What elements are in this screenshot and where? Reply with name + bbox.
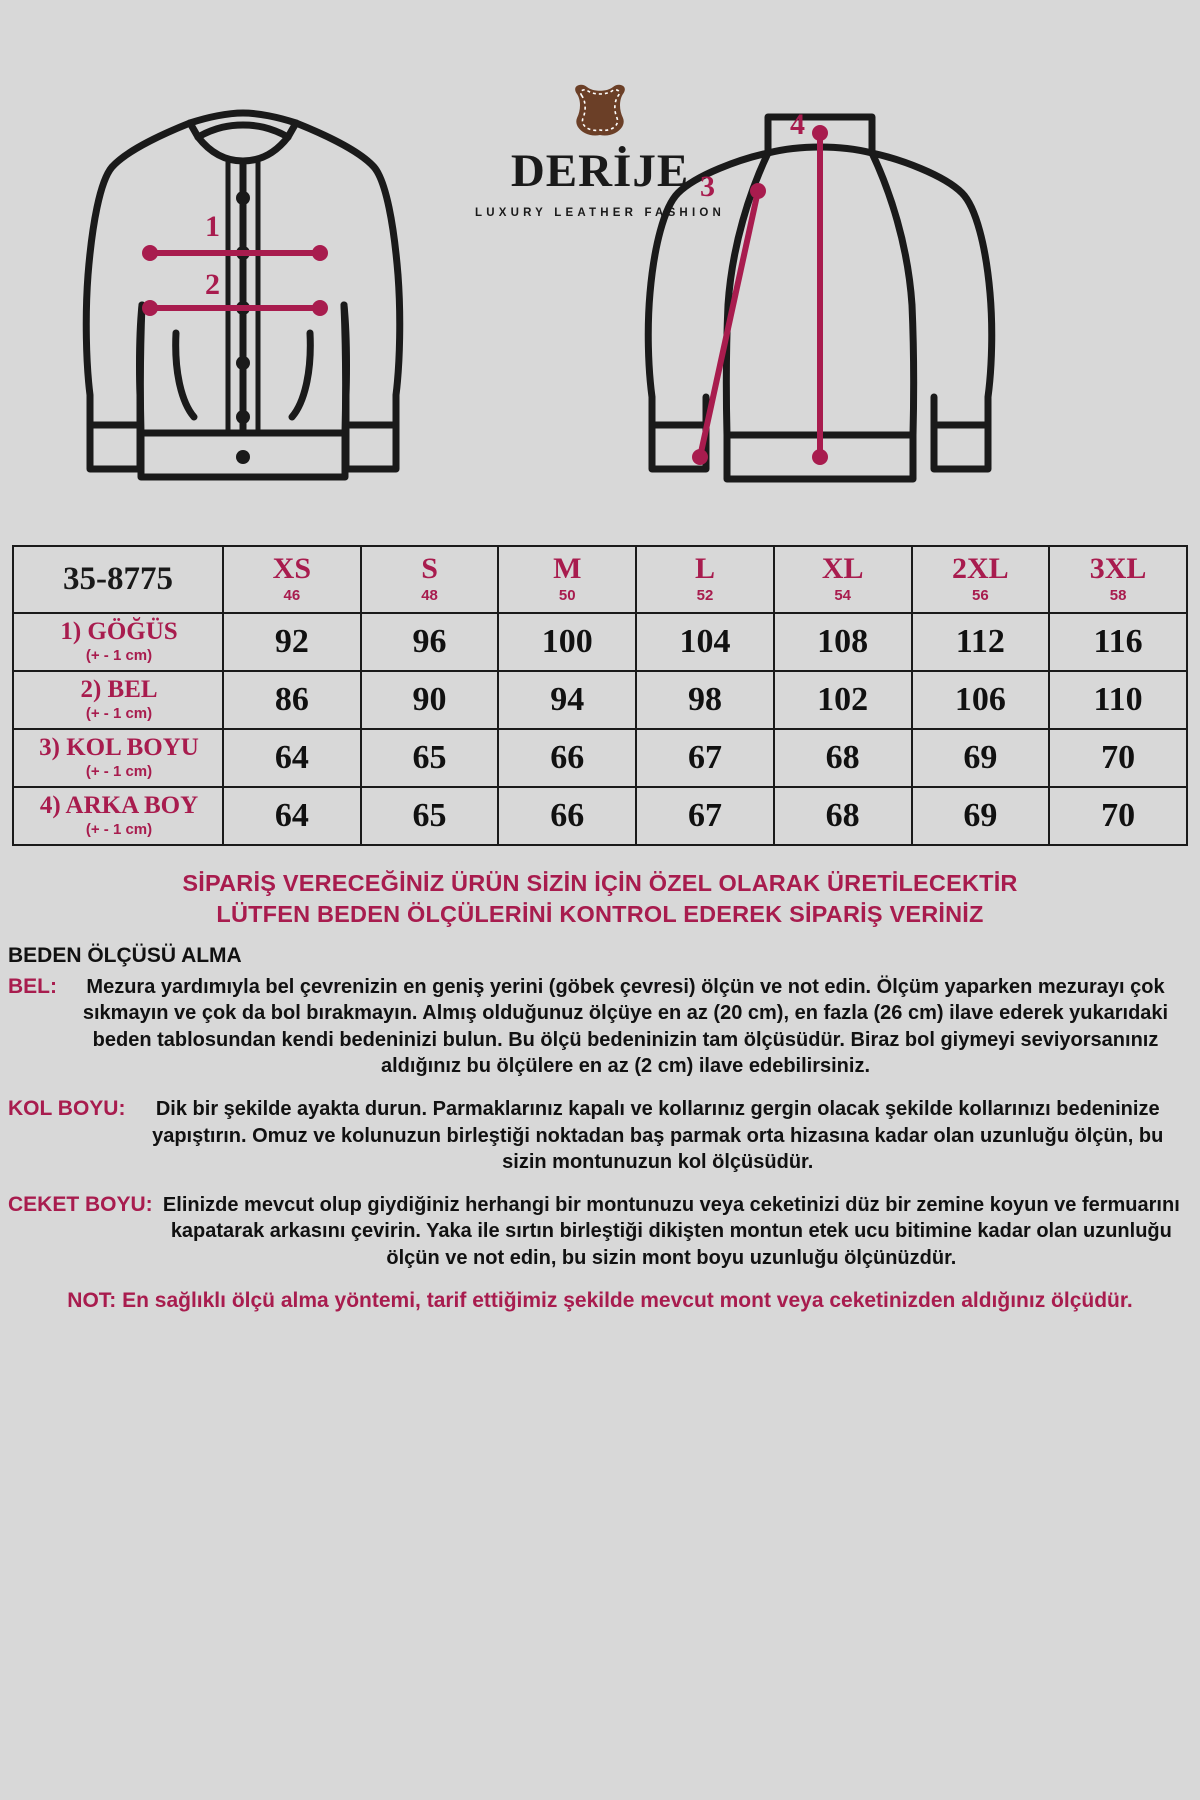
cell-value: 94 [498, 671, 636, 729]
row-tolerance: (+ - 1 cm) [85, 762, 153, 780]
row-label-text: 4) ARKA BOY [39, 791, 199, 819]
cell-value: 69 [912, 787, 1050, 845]
size-number: 48 [421, 586, 438, 604]
instruction-label: CEKET BOYU: [8, 1192, 153, 1216]
cell-value: 66 [498, 729, 636, 787]
illustration-area [0, 0, 1200, 545]
row-tolerance: (+ - 1 cm) [85, 820, 153, 838]
size-number: 54 [834, 586, 851, 604]
size-header-xs [223, 546, 361, 613]
order-notice-line-2: LÜTFEN BEDEN ÖLÇÜLERİNİ KONTROL EDEREK SİPARİŞ VERİNİZ [216, 900, 984, 927]
order-notice-line-1: SİPARİŞ VERECEĞİNİZ ÜRÜN SİZİN İÇİN ÖZEL OLARAK ÜRETİLECEKTİR [182, 869, 1018, 896]
instruction-label: BEL: [8, 974, 57, 998]
table-row-bel [13, 671, 1187, 729]
cell-value: 102 [774, 671, 912, 729]
cell-value: 96 [361, 613, 499, 671]
size-header-m [498, 546, 636, 613]
size-header-3xl [1049, 546, 1187, 613]
size-header-l [636, 546, 774, 613]
instructions-title: BEDEN ÖLÇÜSÜ ALMA [8, 943, 242, 967]
row-label-text: 3) KOL BOYU [39, 733, 199, 761]
cell-value: 86 [223, 671, 361, 729]
size-number: 46 [283, 586, 301, 604]
cell-value: 98 [636, 671, 774, 729]
cell-value: 67 [636, 787, 774, 845]
order-notice [30, 868, 1170, 930]
cell-value: 112 [912, 613, 1050, 671]
cell-value: 64 [223, 787, 361, 845]
row-tolerance: (+ - 1 cm) [85, 646, 153, 664]
instruction-label: KOL BOYU: [8, 1096, 126, 1120]
row-tolerance: (+ - 1 cm) [85, 704, 153, 722]
marker-4-label: 4 [790, 108, 805, 141]
size-label: XL [821, 552, 864, 585]
cell-value: 108 [774, 613, 912, 671]
row-label-gogus [13, 613, 223, 671]
marker-3-label: 3 [700, 170, 715, 203]
cell-value: 92 [223, 613, 361, 671]
cell-value: 90 [361, 671, 499, 729]
marker-2-label: 2 [205, 268, 220, 301]
cell-value: 110 [1049, 671, 1187, 729]
cell-value: 68 [774, 729, 912, 787]
size-label: 3XL [1089, 552, 1147, 585]
cell-value: 116 [1049, 613, 1187, 671]
size-number: 58 [1109, 586, 1127, 604]
row-label-arka-boy [13, 787, 223, 845]
cell-value: 106 [912, 671, 1050, 729]
table-row-gogus [13, 613, 1187, 671]
row-label-kol-boyu [13, 729, 223, 787]
size-header-xl [774, 546, 912, 613]
size-label: S [421, 552, 438, 585]
size-label: L [694, 552, 715, 585]
brand-name: DERİJE [510, 145, 690, 197]
product-code-cell: 35-8775 [13, 546, 223, 613]
cell-value: 65 [361, 787, 499, 845]
cell-value: 104 [636, 613, 774, 671]
size-number: 50 [558, 586, 576, 604]
cell-value: 69 [912, 729, 1050, 787]
brand-tagline: LUXURY LEATHER FASHION [474, 207, 725, 219]
cell-value: 64 [223, 729, 361, 787]
row-label-text: 1) GÖĞÜS [60, 617, 178, 645]
size-number: 56 [972, 586, 989, 604]
size-number: 52 [696, 586, 714, 604]
instruction-ceket-boyu [8, 1192, 1186, 1272]
cell-value: 66 [498, 787, 636, 845]
instructions-note: NOT: En sağlıklı ölçü alma yöntemi, tarif ettiğimiz şekilde mevcut mont veya ceketinizden aldığınız ölçüdür. [67, 1289, 1133, 1313]
marker-1-label: 1 [205, 210, 220, 243]
cell-value: 70 [1049, 787, 1187, 845]
size-label: M [553, 552, 582, 585]
leather-hide-icon [569, 80, 631, 138]
instruction-bel [8, 974, 1186, 1080]
table-row-arka-boy [13, 787, 1187, 845]
cell-value: 100 [498, 613, 636, 671]
table-row-kol-boyu [13, 729, 1187, 787]
instruction-text: Mezura yardımıyla bel çevrenizin en geniş yerini (göbek çevresi) ölçün ve not edin. Ölçüm yaparken mezurayı çok sıkmayın ve çok da bol bırakmayın. Almış olduğunuz ölçüye en az (20 cm), en fazla (26 cm) ilave ederek yukarıdaki beden tablosundan kendi bedeninizi bulun. Bu ölçü bedeninizin tam ölçüsüdür. Biraz bol giymeyi seviyorsanınız aldığınız bu ölçülere en az (2 cm) ilave edebilirsiniz. [82, 975, 1169, 1078]
instruction-text: Elinizde mevcut olup giydiğiniz herhangi bir montunuzu veya ceketinizi düz bir zemine koyun ve fermuarını kapatarak arkasını çevirin. Yaka ile sırtın birleştiği dikişten montun etek ucu bitimine kadar olan uzunluğu ölçün ve not edin, bu sizin mont boyu uzunluğu ölçünüzdür. [162, 1193, 1180, 1269]
instruction-kol-boyu [8, 1096, 1186, 1176]
row-label-text: 2) BEL [80, 675, 158, 703]
size-header-s [361, 546, 499, 613]
instruction-text: Dik bir şekilde ayakta durun. Parmaklarınız kapalı ve kollarınız gergin olacak şekilde kollarınızı bedeninize yapıştırın. Omuz ve kolunuzun birleştiği noktadan baş parmak orta hizasına kadar olan uzunluğu ölçün, bu sizin montunuzun kol ölçüsüdür. [152, 1097, 1164, 1174]
size-label: 2XL [952, 552, 1009, 585]
row-label-bel [13, 671, 223, 729]
jacket-back-illustration [640, 95, 1000, 515]
cell-value: 70 [1049, 729, 1187, 787]
cell-value: 67 [636, 729, 774, 787]
table-header-row [13, 546, 1187, 613]
size-label: XS [272, 552, 312, 585]
cell-value: 68 [774, 787, 912, 845]
jacket-front-illustration [78, 95, 408, 515]
size-header-2xl [912, 546, 1050, 613]
cell-value: 65 [361, 729, 499, 787]
size-table [12, 545, 1188, 846]
